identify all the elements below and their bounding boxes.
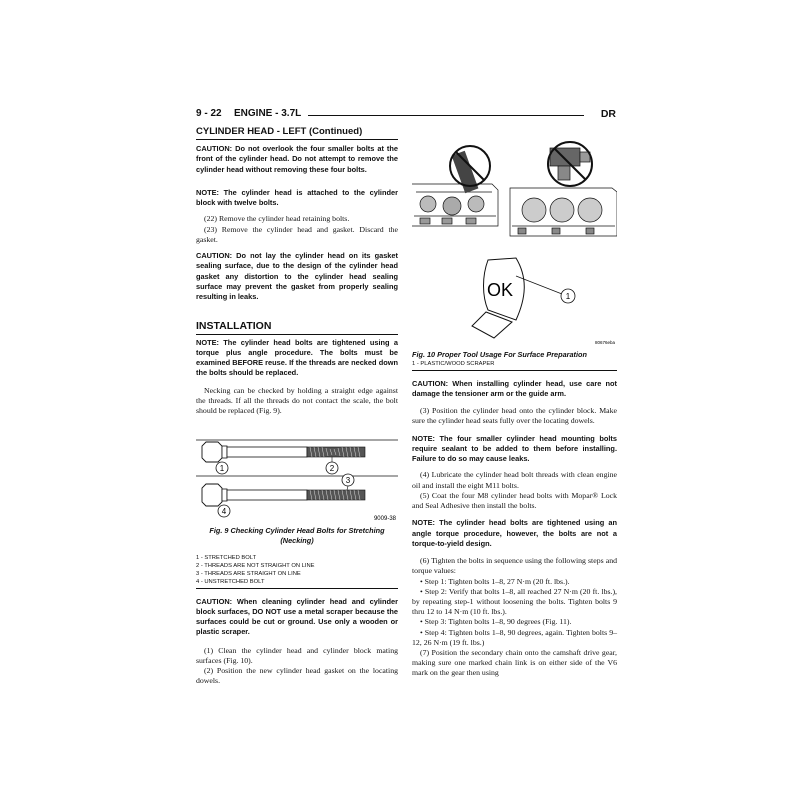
note-twelve-bolts: NOTE: The cylinder head is attached to the cylinder block with twelve bolts. <box>196 187 398 208</box>
legend-item: 3 - THREADS ARE STRAIGHT ON LINE <box>196 570 301 577</box>
step-22: (22) Remove the cylinder head retaining bolts. <box>204 214 350 224</box>
figure-10 <box>412 126 617 348</box>
caution-gasket-surface: CAUTION: Do not lay the cylinder head on its gasket sealing surface, due to the design of the cylinder head gasket any distortion to the cylinder head sealing surface may prevent the gasket from properly sealing resulting in leaks. <box>196 251 398 302</box>
engine-block-right <box>510 188 617 236</box>
callout-2: 2 <box>329 464 335 474</box>
caution-tensioner: CAUTION: When installing cylinder head, use care not damage the tensioner arm or the guide arm. <box>412 378 617 398</box>
stretched-bolt <box>202 442 365 462</box>
page-header <box>196 108 616 124</box>
scraper-illustration <box>412 126 617 348</box>
section-name: ENGINE - 3.7L <box>234 108 302 119</box>
note-torque-angle: NOTE: The cylinder head bolts are tightened using a torque plus angle procedure. The bolts must be examined BEFORE reuse. If the threads are necked down the bolts should be replaced. <box>196 337 398 378</box>
step-6-sub-1: • Step 1: Tighten bolts 1–8, 27 N·m (20 ft. lbs.). <box>420 576 570 586</box>
figure-9-id: 9009-38 <box>373 516 396 523</box>
step-6-sub-2: • Step 2: Verify that bolts 1–8, all reached 27 N·m (20 ft. lbs.), by repeating step-1 without loosening the bolts. Tighten bolts 9 thru 12 to 14 N·m (10 ft. lbs.). <box>412 586 617 617</box>
page-number: 9 - 22 <box>196 108 222 119</box>
model-code: DR <box>600 108 616 120</box>
step-2: (2) Position the new cylinder head gasket on the locating dowels. <box>196 666 398 686</box>
step-7: (7) Position the secondary chain onto the camshaft drive gear, making sure one marked chain link is on either side of the V6 mark on the gear then using <box>412 648 617 678</box>
step-6: (6) Tighten the bolts in sequence using the following steps and torque values: <box>412 556 617 576</box>
ok-label: OK <box>486 280 514 300</box>
fig10-legend-rule <box>412 370 617 371</box>
callout-1: 1 <box>219 464 225 474</box>
unstretched-bolt <box>202 484 365 506</box>
fig10-callout: 1 <box>565 292 571 301</box>
step-4: (4) Lubricate the cylinder head bolt threads with clean engine oil and install the eight M11 bolts. <box>412 470 617 490</box>
right-column <box>412 126 617 679</box>
figure-10-caption: Fig. 10 Proper Tool Usage For Surface Preparation <box>412 350 587 359</box>
figure-10-legend: 1 - PLASTIC/WOOD SCRAPER <box>412 360 495 367</box>
step-5: (5) Coat the four M8 cylinder head bolts with Mopar® Lock and Seal Adhesive then install the bolts. <box>412 490 617 511</box>
figure-9 <box>196 422 398 522</box>
figure-9-caption: Fig. 9 Checking Cylinder Head Bolts for Stretching (Necking) <box>209 526 385 545</box>
engine-block-left <box>412 184 498 226</box>
header-rule <box>308 115 584 116</box>
callout-3: 3 <box>345 476 351 486</box>
note-angle-torque: NOTE: The cylinder head bolts are tightened using an angle torque procedure, however, the bolts are not a torque-to-yield design. <box>412 518 617 548</box>
note-sealant: NOTE: The four smaller cylinder head mounting bolts require sealant to be added to them before installing. Failure to do so may cause leaks. <box>412 433 617 464</box>
plastic-scraper-ok <box>472 258 575 338</box>
left-column <box>196 126 398 687</box>
installation-heading: INSTALLATION <box>196 319 272 332</box>
legend-item: 2 - THREADS ARE NOT STRAIGHT ON LINE <box>196 562 315 569</box>
legend-rule <box>196 588 398 589</box>
legend-item: 1 - STRETCHED BOLT <box>196 554 257 561</box>
bolt-illustration <box>196 422 398 522</box>
metal-scraper-prohibited <box>450 146 490 193</box>
step-6-sub-4: • Step 4: Tighten bolts 1–8, 90 degrees, again. Tighten bolts 9–12, 26 N·m (19 ft. lbs.) <box>412 627 617 647</box>
figure-9-legend <box>196 554 398 586</box>
power-tool-prohibited <box>548 142 592 186</box>
step-1: (1) Clean the cylinder head and cylinder block mating surfaces (Fig. 10). <box>196 645 398 665</box>
step-6-sub-3: • Step 3: Tighten bolts 1–8, 90 degrees (Fig. 11). <box>420 617 572 627</box>
caution-scraper: CAUTION: When cleaning cylinder head and cylinder block surfaces, DO NOT use a metal scraper because the surfaces could be cut or ground. Use only a wooden or plastic scraper. <box>196 596 398 637</box>
caution-four-bolts: CAUTION: Do not overlook the four smaller bolts at the front of the cylinder head. Do not attempt to remove the cylinder head without removing these four bolts. <box>196 144 398 174</box>
section-rule <box>196 139 398 140</box>
callout-4: 4 <box>221 507 227 517</box>
section-title: CYLINDER HEAD - LEFT (Continued) <box>196 126 363 137</box>
necking-paragraph: Necking can be checked by holding a straight edge against the threads. If all the threads do not contact the scale, the bolt should be replaced (Fig. 9). <box>196 385 398 416</box>
step-23: (23) Remove the cylinder head and gasket. Discard the gasket. <box>196 224 398 244</box>
step-3: (3) Position the cylinder head onto the cylinder block. Make sure the cylinder head seats fully over the locating dowels. <box>412 406 617 426</box>
figure-10-id: 80676eba <box>594 340 615 345</box>
legend-item: 4 - UNSTRETCHED BOLT <box>196 578 265 585</box>
installation-rule <box>196 334 398 335</box>
